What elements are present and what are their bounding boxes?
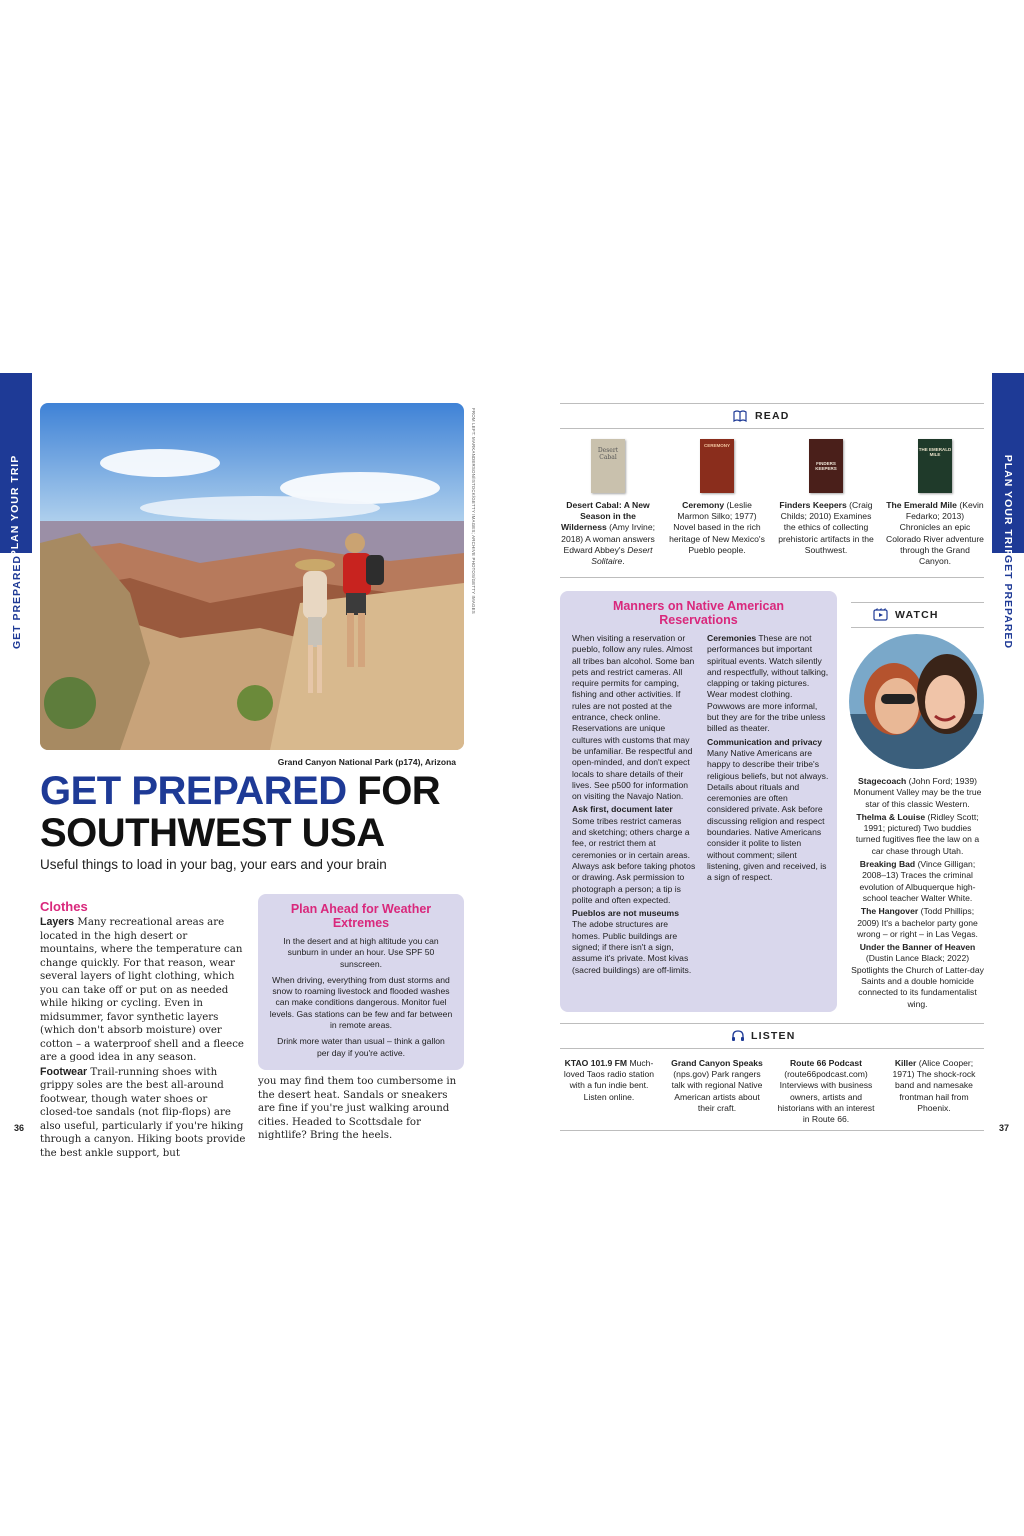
watch-item-text: (Dustin Lance Black; 2022) Spotlights the Church of Latter-day Saints and a double homicide connected to its fundamentalist wing.: [851, 953, 984, 1009]
read-rule-bottom: [560, 577, 984, 578]
watch-item-title: Stagecoach: [858, 776, 907, 786]
listen-title: KTAO 101.9 FM: [564, 1058, 628, 1068]
book-cover-title: FINDERS KEEPERS: [815, 461, 837, 471]
listen-rule-bottom: [560, 1130, 984, 1131]
clothes-column-2: you may find them too cumbersome in the desert heat. Sandals or sneakers are fine if you're just walking around cities. Headed to Scottsdale for nightlife? Bring the heels.: [258, 1076, 457, 1141]
weather-box-p1: In the desert and at high altitude you can sunburn in under an hour. Use SPF 50 sunscreen.: [283, 936, 439, 969]
watch-header: WATCH: [895, 609, 939, 621]
right-tab-label-prepared: GET PREPARED: [1002, 554, 1014, 650]
watch-item-text: (Ridley Scott; 1991; pictured) Two buddies turned fugitives flee the law on a car chase through Utah.: [855, 811, 980, 856]
clothes-column-1: [40, 916, 246, 1160]
listen-title: Grand Canyon Speaks: [671, 1058, 763, 1068]
listen-item-ktao: [559, 1058, 659, 1103]
book-cover-title: CEREMONY: [703, 443, 730, 448]
watch-item: [851, 812, 984, 857]
book-title: The Emerald Mile: [886, 500, 957, 510]
manners-communication: [707, 737, 829, 884]
watch-item-title: Breaking Bad: [859, 859, 916, 870]
ask-label: Ask first, document later: [572, 804, 673, 815]
book-caption-ceremony: [668, 500, 766, 556]
comm-label: Communication and privacy: [707, 736, 823, 747]
listen-text: (Alice Cooper; 1971) The shock-rock band and namesake frontman hail from Phoenix.: [892, 1058, 976, 1113]
left-tab-label-prepared: GET PREPARED: [11, 554, 23, 650]
book-caption-desert-cabal: [559, 500, 657, 567]
pueblos-label: Pueblos are not museums: [572, 908, 679, 919]
film-icon: [873, 608, 888, 626]
watch-rule-top: [851, 602, 984, 603]
title-part-black: FOR: [346, 769, 441, 813]
listen-rule-top: [560, 1023, 984, 1024]
title-line2: SOUTHWEST USA: [40, 811, 385, 855]
watch-item: [851, 906, 984, 940]
listen-header: LISTEN: [751, 1030, 796, 1042]
listen-text: Much-loved Taos radio station with a fun indie bent. Listen online.: [563, 1058, 655, 1102]
book-cover-finders-keepers: [809, 439, 843, 493]
layers-label: Layers: [40, 916, 75, 928]
right-tab-label-plan: PLAN YOUR TRIP: [1002, 454, 1014, 558]
footwear-paragraph: [40, 1066, 246, 1161]
footwear-label: Footwear: [40, 1065, 88, 1078]
clothes-heading: Clothes: [40, 899, 88, 914]
manners-ceremonies: [707, 633, 829, 735]
manners-pueblos: [572, 908, 696, 976]
thelma-louise-photo: [849, 634, 984, 769]
listen-item-killer: [884, 1058, 984, 1114]
book-cover-emerald-mile: [918, 439, 952, 493]
manners-box: [560, 591, 837, 1012]
watch-item: [851, 942, 984, 1010]
book-cover-ceremony: [700, 439, 734, 493]
weather-box-title: Plan Ahead for Weather Extremes: [290, 902, 432, 930]
ask-text: Some tribes restrict cameras and sketching; others charge a fee, or restrict them at ceremonies or in certain areas. Always ask before taking photos or drawing. Ask permission to photograph a person; a tip is polite and often expected.: [572, 815, 696, 905]
manners-box-title: Manners on Native American Reservations: [612, 599, 785, 627]
listen-title: Killer: [894, 1058, 917, 1068]
left-tab-label-plan: PLAN YOUR TRIP: [9, 454, 21, 558]
book-cover-title: Desert Cabal: [597, 447, 619, 461]
watch-item: [851, 776, 984, 810]
book-caption-finders-keepers: [777, 500, 875, 556]
listen-item-grand-canyon-speaks: [667, 1058, 767, 1114]
page-title: [40, 770, 440, 854]
comm-text: Many Native Americans are happy to describe their tribe's religious beliefs, but not always. Details about rituals and ceremonies are often considered private. Ask before discussing religion and respect boundaries. Native Americans consider it polite to listen without comment; silent listening, given and received, is a sign of respect.: [707, 747, 829, 883]
weather-box: [258, 894, 464, 1070]
manners-ask: [572, 804, 696, 906]
watch-item-title: The Hangover: [860, 906, 919, 917]
watch-item: [851, 859, 984, 904]
book-desc: (Kevin Fedarko; 2013) Chronicles an epic Colorado River adventure through the Grand Canyon.: [886, 500, 984, 567]
manners-col-left: [572, 633, 696, 976]
book-cover-title: THE EMERALD MILE: [918, 447, 952, 457]
book-cover-desert-cabal: [591, 439, 625, 493]
weather-box-p3: Drink more water than usual – think a gallon per day if you're active.: [277, 1036, 445, 1058]
book-desc: (Amy Irvine; 2018) A woman answers Edward Abbey's: [561, 522, 655, 555]
page-subtitle: Useful things to load in your bag, your ears and your brain: [40, 857, 387, 872]
headphones-icon: [731, 1029, 745, 1047]
pueblos-text: The adobe structures are homes. Public buildings are signed; if there isn't a sign, assume it's private. Most kivas (sacred buildings) are off-limits.: [572, 919, 692, 975]
book-caption-emerald-mile: [886, 500, 984, 567]
watch-item-title: Under the Banner of Heaven: [859, 942, 976, 953]
listen-title: Route 66 Podcast: [789, 1058, 863, 1068]
grand-canyon-photo: [40, 403, 464, 750]
read-rule-top: [560, 403, 984, 404]
read-rule-mid: [560, 428, 984, 429]
ceremonies-label: Ceremonies: [707, 633, 757, 643]
page-number-left: 36: [14, 1123, 25, 1133]
book-desc-end: .: [622, 556, 625, 567]
title-part-blue: GET PREPARED: [40, 769, 347, 813]
listen-rule-mid: [560, 1048, 984, 1049]
watch-rule-mid: [851, 627, 984, 628]
photo-credit: FROM LEFT: MARKANDERSON/ISTOCK/GETTY IMAGES; ARCHIVE PHOTOS/GETTY IMAGES: [471, 408, 476, 614]
book-desc: (Leslie Marmon Silko; 1977) Novel based in the rich heritage of New Mexico's Pueblo people.: [669, 500, 765, 555]
read-header: READ: [755, 410, 790, 422]
book-title: Desert Cabal: A New Season in the Wilderness: [560, 500, 650, 533]
layers-text: Many recreational areas are located in the high desert or mountains, where the temperature can change quickly. For that reason, wear several layers of light clothing, which you can take off or put on as needed while hiking or cycling. Even in midsummer, favor synthetic layers (which don't absorb moisture) over cotton – a waterproof shell and a fleece are a good idea in any season.: [40, 917, 244, 1063]
watch-item-text: (Todd Phillips; 2009) It's a bachelor party gone wrong – or right – in Las Vegas.: [857, 906, 978, 939]
manners-intro: When visiting a reservation or pueblo, follow any rules. Almost all tribes ban alcohol. Some ban pets and restrict cameras. All require permits for camping, fishing and other activities. If rules are not posted at the entrance, check online. Reservations are unique cultures with customs that may be unfamiliar. Be respectful and open-minded, and don't expect locals to share details of their lives. See p500 for information on visiting the Navajo Nation.: [572, 633, 695, 802]
book-title: Finders Keepers: [779, 500, 847, 510]
watch-item-text: (Vince Gilligan; 2008–13) Traces the criminal evolution of Albuquerque high-school teacher Walter White.: [859, 859, 976, 903]
page-number-right: 37: [999, 1123, 1010, 1133]
ceremonies-text: These are not performances but important spiritual events. Watch silently and respectfully, without talking, clapping or taking pictures. Wear modest clothing. Powwows are more informal, but they are for the tribe unless billed as theater.: [707, 633, 829, 734]
listen-item-route-66: [776, 1058, 876, 1125]
layers-paragraph: [40, 916, 246, 1065]
watch-list: [851, 776, 984, 1012]
listen-text: (nps.gov) Park rangers talk with regional Native American artists about their craft.: [671, 1069, 763, 1113]
watch-item-text: (John Ford; 1939) Monument Valley may be the true star of this classic Western.: [853, 776, 982, 809]
footwear-text: Trail-running shoes with grippy soles are the best all-around footwear, though water shoes or closed-toe sandals (not flip-flops) are also useful, particularly if you're hiking through a canyon. Hiking boots provide the best ankle support, but: [40, 1066, 246, 1159]
book-icon: [733, 409, 747, 427]
weather-box-p2: When driving, everything from dust storms and snow to roaming livestock and flooded washes can make conditions dangerous. Monitor fuel levels. Gas stations can be few and far between in remote areas.: [269, 974, 453, 1031]
listen-text: (route66podcast.com) Interviews with business owners, artists and historians with an interest in Route 66.: [777, 1069, 875, 1125]
photo-caption: Grand Canyon National Park (p174), Arizona: [277, 757, 456, 767]
book-title: Ceremony: [682, 500, 725, 510]
book-desc: (Craig Childs; 2010) Examines the ethics of collecting prehistoric artifacts in the Southwest.: [778, 500, 874, 555]
manners-col-right: [707, 633, 829, 884]
book-italic: Desert Solitaire: [591, 544, 653, 567]
watch-item-title: Thelma & Louise: [856, 811, 926, 822]
